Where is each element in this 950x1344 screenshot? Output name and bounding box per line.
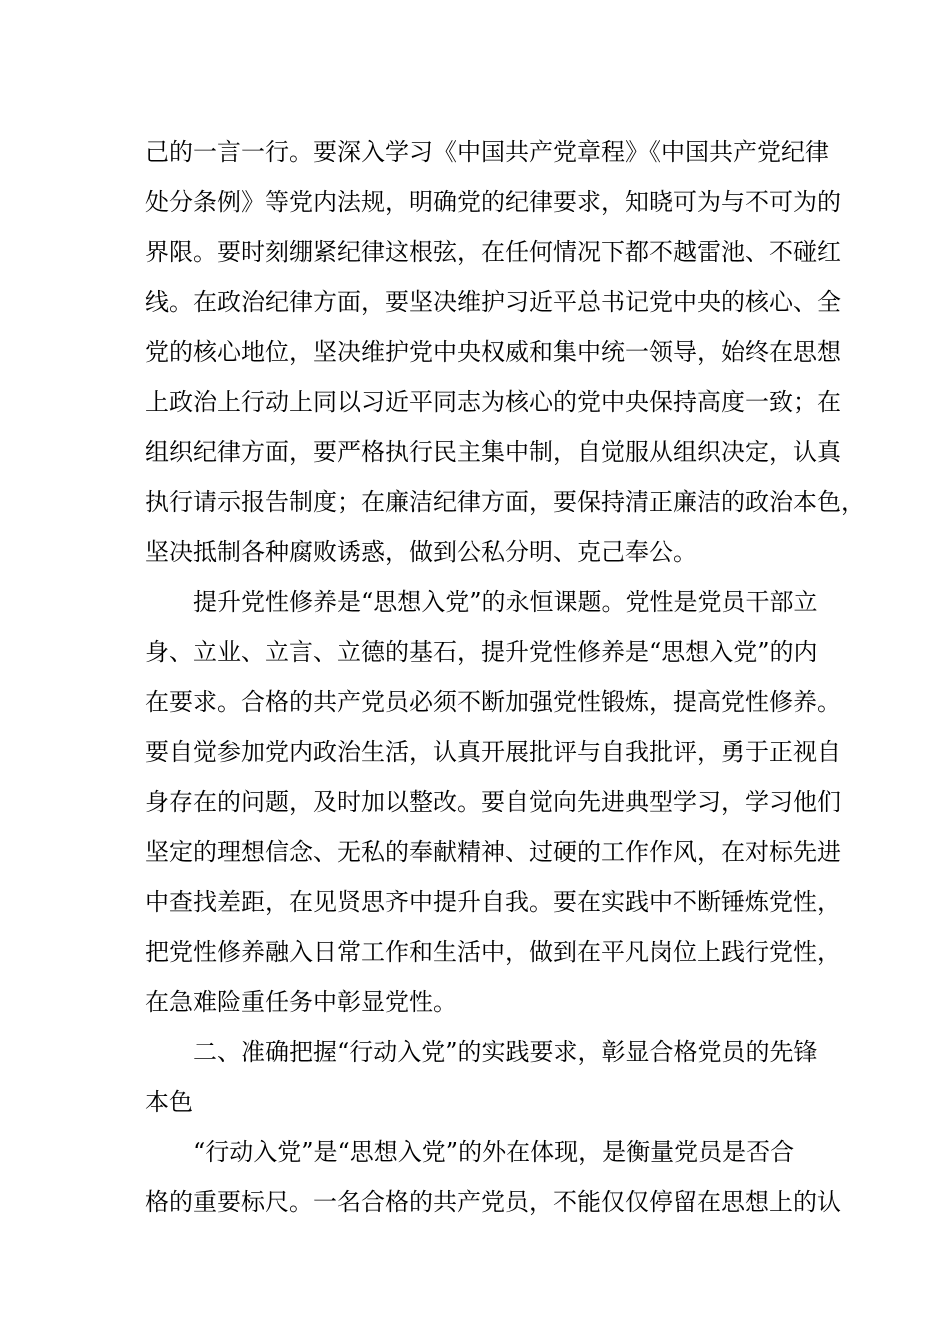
text-line: 上政治上行动上同以习近平同志为核心的党中央保持高度一致；在 [145, 388, 841, 416]
text-line: 界限。要时刻绷紧纪律这根弦，在任何情况下都不越雷池、不碰红 [145, 238, 841, 266]
text-line: 坚定的理想信念、无私的奉献精神、过硬的工作作风，在对标先进 [145, 838, 841, 866]
section-heading: 二、准确把握“行动入党”的实践要求，彰显合格党员的先锋 [193, 1038, 818, 1066]
text-line: 组织纪律方面，要严格执行民主集中制，自觉服从组织决定，认真 [145, 438, 841, 466]
text-line: 处分条例》等党内法规，明确党的纪律要求，知晓可为与不可为的 [145, 188, 841, 216]
text-line: 要自觉参加党内政治生活，认真开展批评与自我批评，勇于正视自 [145, 738, 841, 766]
text-line: 在要求。合格的共产党员必须不断加强党性锻炼，提高党性修养。 [145, 688, 841, 716]
text-line: 中查找差距，在见贤思齐中提升自我。要在实践中不断锤炼党性， [145, 888, 841, 916]
text-line: 坚决抵制各种腐败诱惑，做到公私分明、克己奉公。 [145, 538, 697, 566]
text-line: 线。在政治纪律方面，要坚决维护习近平总书记党中央的核心、全 [145, 288, 841, 316]
text-line: 在急难险重任务中彰显党性。 [145, 988, 457, 1016]
text-line: 执行请示报告制度；在廉洁纪律方面，要保持清正廉洁的政治本色， [145, 488, 865, 516]
text-line: 己的一言一行。要深入学习《中国共产党章程》《中国共产党纪律 [145, 138, 829, 166]
paragraph-first-line: “行动入党”是“思想入党”的外在体现，是衡量党员是否合 [193, 1138, 795, 1166]
text-line: 把党性修养融入日常工作和生活中，做到在平凡岗位上践行党性， [145, 938, 841, 966]
section-heading-continued: 本色 [145, 1088, 193, 1116]
text-line: 身、立业、立言、立德的基石，提升党性修养是“思想入党”的内 [145, 638, 818, 666]
text-line: 格的重要标尺。一名合格的共产党员，不能仅仅停留在思想上的认 [145, 1188, 841, 1216]
text-line: 身存在的问题，及时加以整改。要自觉向先进典型学习，学习他们 [145, 788, 841, 816]
paragraph-first-line: 提升党性修养是“思想入党”的永恒课题。党性是党员干部立 [193, 588, 818, 616]
text-line: 党的核心地位，坚决维护党中央权威和集中统一领导，始终在思想 [145, 338, 841, 366]
